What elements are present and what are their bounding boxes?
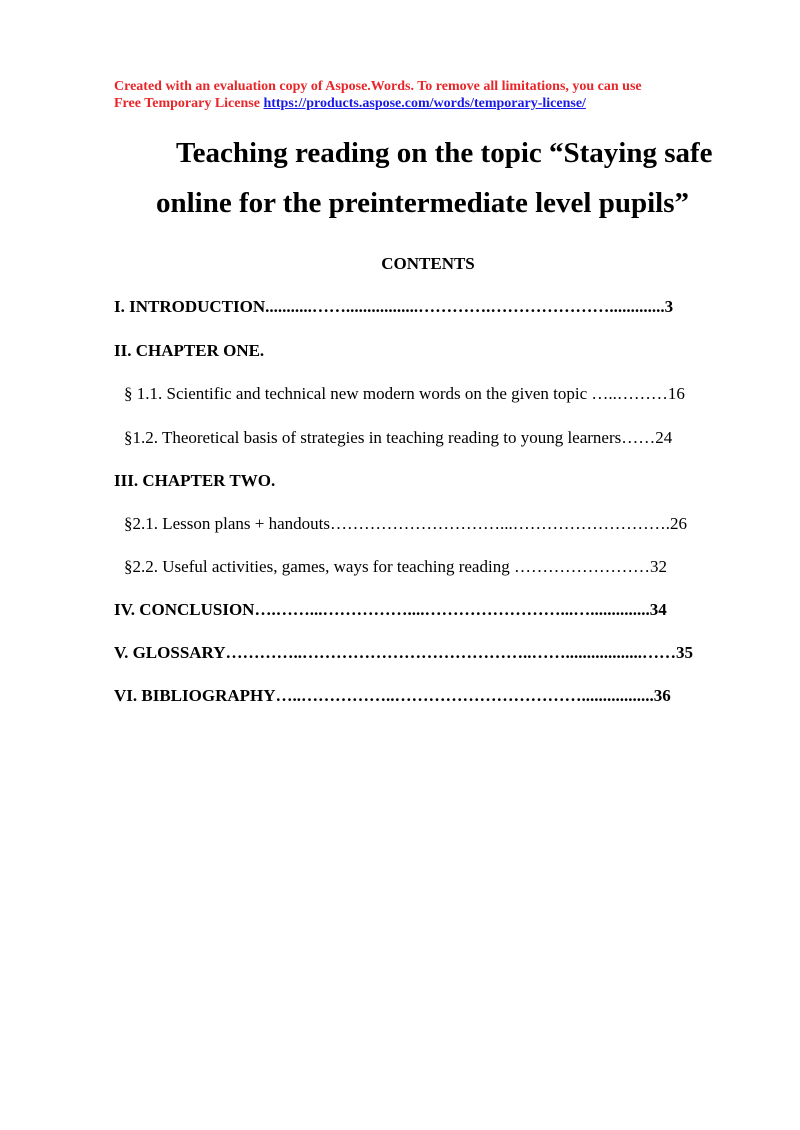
toc-section-1-1: § 1.1. Scientific and technical new modern words on the given topic …..………16 — [124, 384, 685, 403]
toc-glossary: V. GLOSSARY…………..…………………………………..……..................……35 — [114, 643, 694, 662]
evaluation-notice-line2 — [114, 95, 754, 112]
toc-section-2-2: §2.2. Useful activities, games, ways for teaching reading ……………………32 — [124, 557, 667, 576]
title-line-1: Teaching reading on the topic “Staying safe — [176, 137, 713, 169]
toc-section-1-2: §1.2. Theoretical basis of strategies in teaching reading to young learners……24 — [124, 428, 673, 447]
document-title — [110, 128, 770, 228]
toc-chapter-one: II. CHAPTER ONE. — [114, 341, 265, 360]
toc-chapter-two: III. CHAPTER TWO. — [114, 471, 276, 490]
toc-bibliography: VI. BIBLIOGRAPHY…..……………..…………………………….................36 — [114, 686, 671, 705]
evaluation-notice — [114, 78, 754, 112]
toc-section-2-1: §2.1. Lesson plans + handouts…………………………...……………………….26 — [124, 514, 688, 533]
toc-conclusion: IV. CONCLUSION….……...……………....……………………...…..............34 — [114, 600, 667, 619]
title-line-2: online for the preintermediate level pupils” — [156, 187, 689, 219]
evaluation-notice-line1: Created with an evaluation copy of Aspose.Words. To remove all limitations, you can use — [114, 79, 642, 94]
contents-heading: CONTENTS — [381, 254, 475, 273]
license-label: Free Temporary License — [114, 96, 264, 111]
license-link[interactable]: https://products.aspose.com/words/temporary-license/ — [263, 96, 586, 111]
toc-introduction: I. INTRODUCTION...........…….................………….………………….............3 — [114, 297, 674, 316]
